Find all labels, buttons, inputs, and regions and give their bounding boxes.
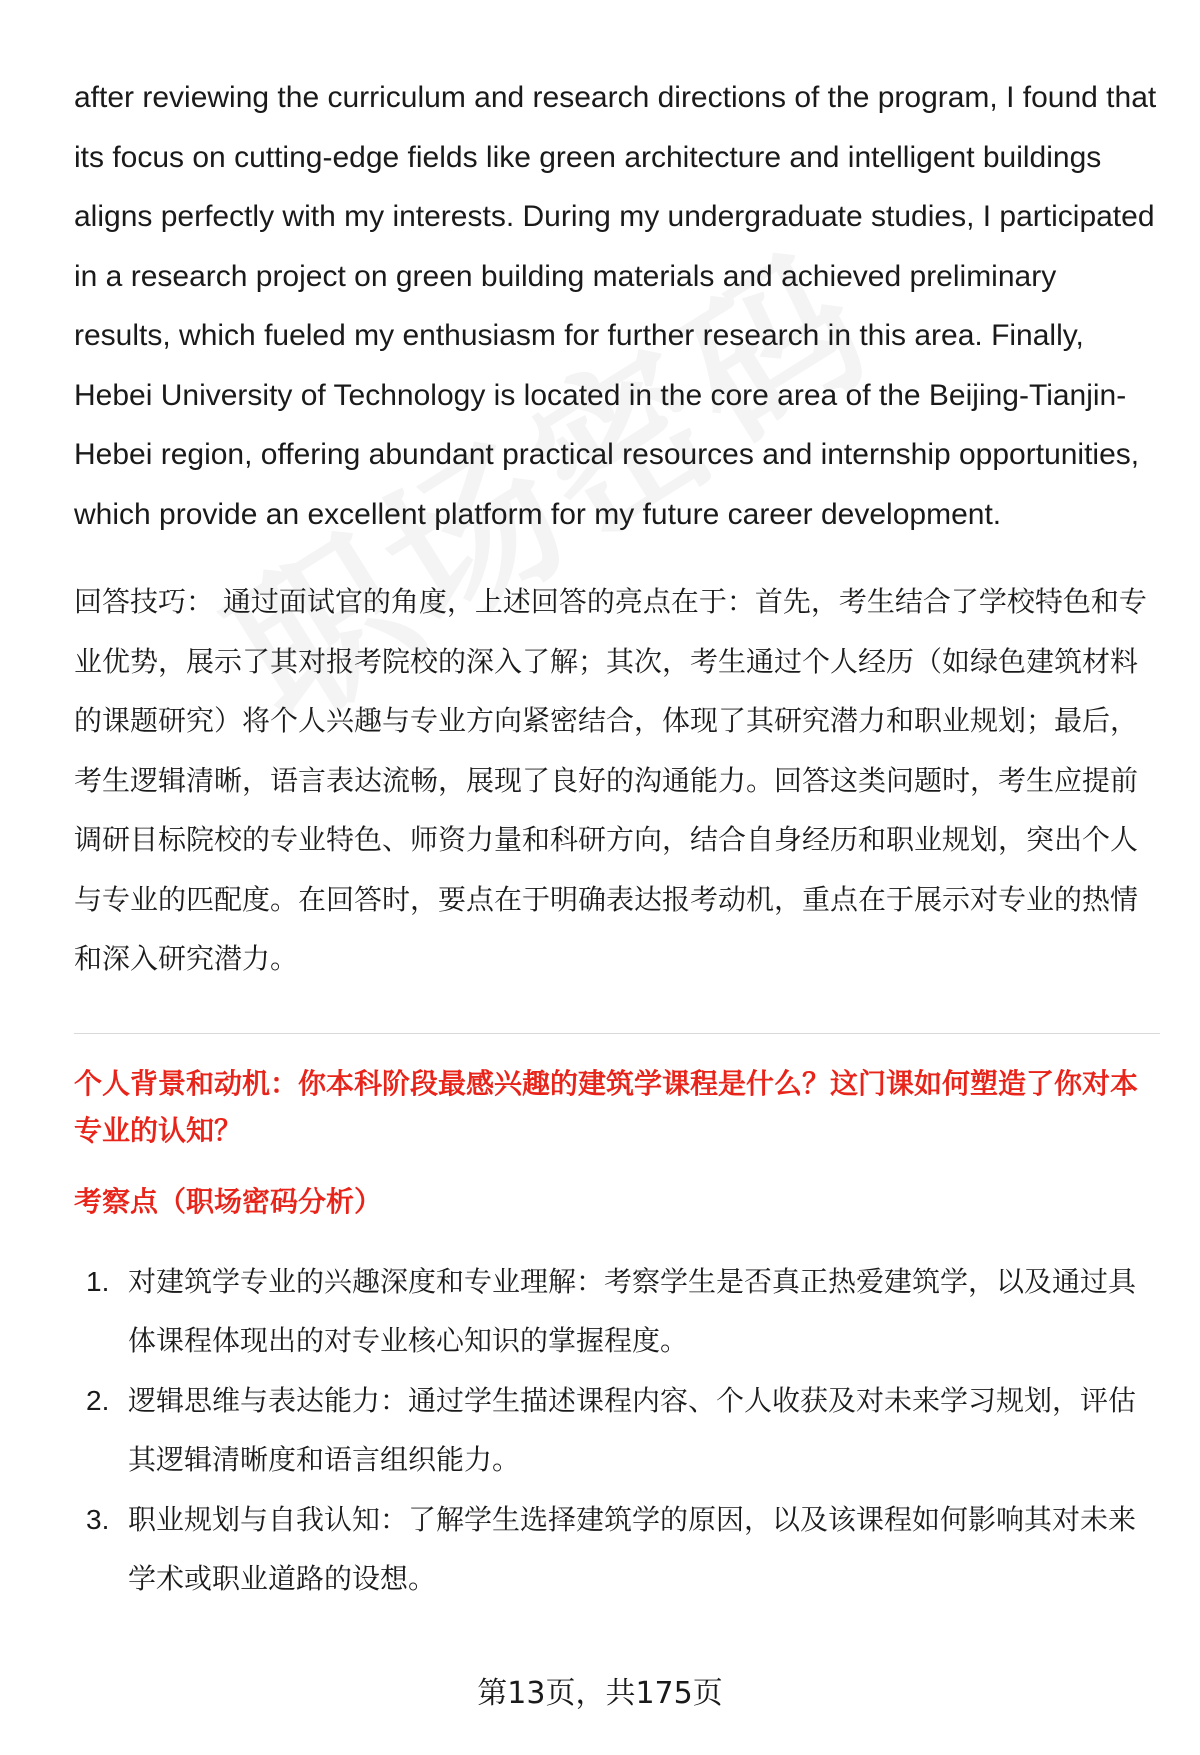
list-item-text: 职业规划与自我认知：了解学生选择建筑学的原因，以及该课程如何影响其对未来学术或职业道路的设想。	[128, 1502, 1137, 1595]
page-number-footer: 第13页，共175页	[477, 1676, 723, 1711]
list-item	[74, 1252, 1160, 1371]
list-item-number: 1.	[86, 1265, 110, 1297]
english-answer-paragraph: after reviewing the curriculum and research directions of the program, I found that its focus on cutting-edge fields like green architecture and intelligent buildings aligns perfectly with my interests. During my undergraduate studies, I participated in a research project on green building materials and achieved preliminary results, which fueled my enthusiasm for further research in this area. Finally, Hebei University of Technology is located in the core area of the Beijing-Tianjin-Hebei region, offering abundant practical resources and internship opportunities, which provide an excellent platform for my future career development.	[74, 81, 1157, 531]
assessment-points-list	[74, 1252, 1160, 1609]
assessment-points-heading: 考察点（职场密码分析）	[74, 1184, 383, 1218]
list-item	[74, 1490, 1160, 1609]
section-divider	[74, 1033, 1160, 1034]
page-content	[74, 68, 1160, 1609]
list-item	[74, 1371, 1160, 1490]
list-item-text: 对建筑学专业的兴趣深度和专业理解：考察学生是否真正热爱建筑学，以及通过具体课程体现出的对专业核心知识的掌握程度。	[128, 1264, 1137, 1357]
answer-tips-paragraph: 回答技巧： 通过面试官的角度，上述回答的亮点在于：首先，考生结合了学校特色和专业优势，展示了其对报考院校的深入了解；其次，考生通过个人经历（如绿色建筑材料的课题研究）将个人兴趣与专业方向紧密结合，体现了其研究潜力和职业规划；最后，考生逻辑清晰，语言表达流畅，展现了良好的沟通能力。回答这类问题时，考生应提前调研目标院校的专业特色、师资力量和科研方向，结合自身经历和职业规划，突出个人与专业的匹配度。在回答时，要点在于明确表达报考动机，重点在于展示对专业的热情和深入研究潜力。	[74, 585, 1147, 975]
list-item-number: 3.	[86, 1503, 110, 1535]
question-heading: 个人背景和动机：你本科阶段最感兴趣的建筑学课程是什么？这门课如何塑造了你对本专业的认知？	[74, 1066, 1139, 1147]
list-item-number: 2.	[86, 1384, 110, 1416]
list-item-text: 逻辑思维与表达能力：通过学生描述课程内容、个人收获及对未来学习规划，评估其逻辑清晰度和语言组织能力。	[128, 1383, 1137, 1476]
